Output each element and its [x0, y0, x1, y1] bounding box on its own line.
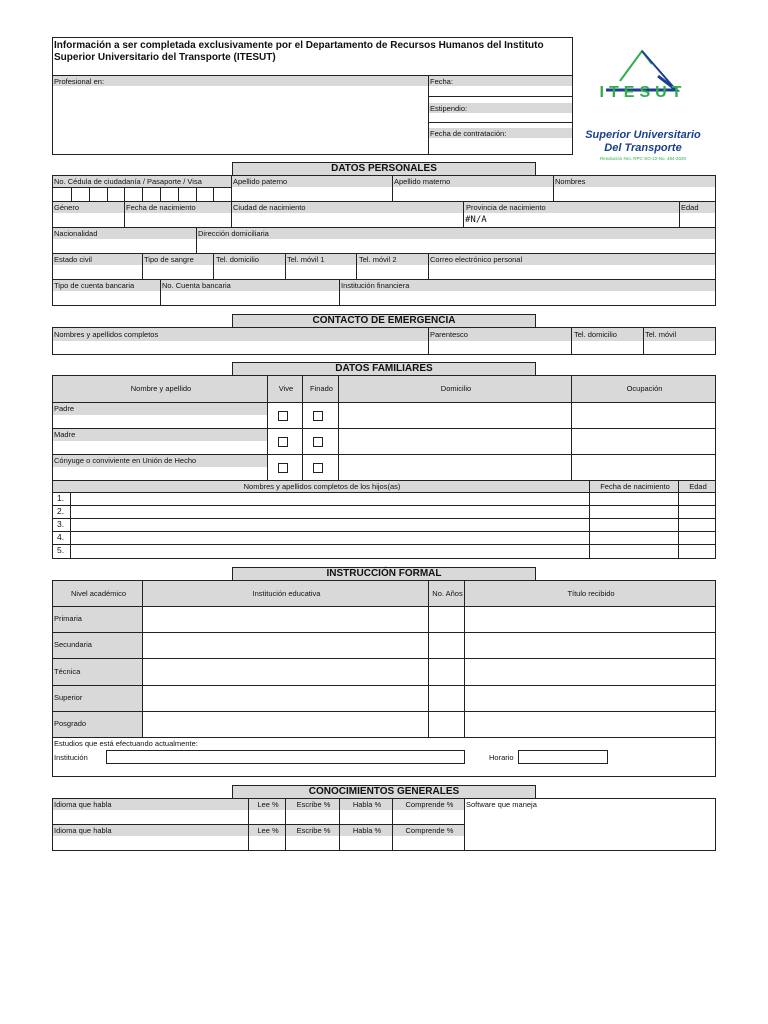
- nivel-superior: Superior: [54, 693, 83, 702]
- conocimientos-header: CONOCIMIENTOS GENERALES: [232, 785, 536, 799]
- nacionalidad-label: Nacionalidad: [54, 229, 98, 238]
- hijo-row-3[interactable]: 3.: [57, 519, 65, 529]
- conyuge-finado-checkbox[interactable]: [313, 463, 323, 473]
- col-domicilio: Domicilio: [440, 384, 472, 393]
- datos-personales-header: DATOS PERSONALES: [232, 162, 536, 176]
- nivel-posgrado: Posgrado: [54, 719, 87, 728]
- lee-label-2: Lee %: [257, 826, 279, 835]
- horario-label: Horario: [489, 753, 514, 762]
- institucion-actual-label: Institución: [54, 753, 88, 762]
- logo-acronym: ITESUT: [599, 84, 687, 101]
- datos-familiares-header: DATOS FAMILIARES: [232, 362, 536, 376]
- hijo-row-4[interactable]: 4.: [57, 532, 65, 542]
- conyuge-label: Cónyuge o conviviente en Unión de Hecho: [54, 456, 197, 465]
- fecha-nacimiento-label: Fecha de nacimiento: [126, 203, 196, 212]
- col-no-anios: No. Años: [432, 589, 463, 598]
- estado-civil-label: Estado civil: [54, 255, 92, 264]
- hijo-row-5[interactable]: 5.: [57, 545, 65, 555]
- institucion-actual-input[interactable]: [106, 750, 465, 764]
- hijos-edad-header: Edad: [689, 482, 707, 491]
- software-label: Software que maneja: [466, 800, 537, 809]
- tel-movil2-label: Tel. móvil 2: [359, 255, 397, 264]
- comprende-label-2: Comprende %: [405, 826, 454, 835]
- lee-label-1: Lee %: [257, 800, 279, 809]
- comprende-label-1: Comprende %: [405, 800, 454, 809]
- profesional-label-bar: [53, 76, 428, 86]
- institucion-financiera-label: Institución financiera: [341, 281, 410, 290]
- nivel-primaria: Primaria: [54, 614, 82, 623]
- nombres-label: Nombres: [555, 177, 586, 186]
- col-titulo-recibido: Título recibido: [567, 589, 615, 598]
- madre-finado-checkbox[interactable]: [313, 437, 323, 447]
- hijos-header: Nombres y apellidos completos de los hijos(as): [243, 482, 401, 491]
- escribe-label-2: Escribe %: [296, 826, 331, 835]
- contacto-emergencia-header: CONTACTO DE EMERGENCIA: [232, 314, 536, 328]
- apellido-paterno-label: Apellido paterno: [233, 177, 288, 186]
- col-ocupacion: Ocupación: [626, 384, 663, 393]
- padre-finado-checkbox[interactable]: [313, 411, 323, 421]
- cedula-label: No. Cédula de ciudadanía / Pasaporte / Visa: [54, 177, 202, 186]
- correo-label: Correo electrónico personal: [430, 255, 523, 264]
- idioma-label-2: Idioma que habla: [54, 826, 112, 835]
- hijo-row-2[interactable]: 2.: [57, 506, 65, 516]
- padre-label: Padre: [54, 404, 75, 413]
- header-divider: [428, 76, 429, 155]
- provincia-value[interactable]: #N/A: [465, 215, 487, 225]
- estipendio-label: Estipendio:: [430, 104, 468, 113]
- estudios-actuales-label: Estudios que está efectuando actualmente:: [54, 739, 198, 748]
- ciudad-nacimiento-label: Ciudad de nacimiento: [233, 203, 306, 212]
- edad-label: Edad: [681, 203, 699, 212]
- escribe-label-1: Escribe %: [296, 800, 331, 809]
- hijos-fecha-header: Fecha de nacimiento: [600, 482, 670, 491]
- logo-line1: Superior Universitario: [585, 129, 701, 141]
- tipo-cuenta-label: Tipo de cuenta bancaria: [54, 281, 135, 290]
- conyuge-vive-checkbox[interactable]: [278, 463, 288, 473]
- fecha-contratacion-label: Fecha de contratación:: [430, 129, 507, 138]
- col-vive: Vive: [278, 384, 294, 393]
- madre-label: Madre: [54, 430, 76, 439]
- logo-line2: Del Transporte: [604, 142, 682, 154]
- habla-label-2: Habla %: [352, 826, 382, 835]
- horario-input[interactable]: [518, 750, 608, 764]
- provincia-nacimiento-label: Provincia de nacimiento: [466, 203, 546, 212]
- hijo-row-1[interactable]: 1.: [57, 493, 65, 503]
- tel-domicilio-label: Tel. domicilio: [216, 255, 259, 264]
- nivel-tecnica: Técnica: [54, 667, 81, 676]
- tipo-sangre-label: Tipo de sangre: [144, 255, 194, 264]
- col-institucion-educativa: Institución educativa: [252, 589, 321, 598]
- contacto-nombres-label: Nombres y apellidos completos: [54, 330, 159, 339]
- logo-resolution: Resolución Nro. RPC-SO-22-No. 484-2020: [599, 156, 687, 161]
- habla-label-1: Habla %: [352, 800, 382, 809]
- tel-movil1-label: Tel. móvil 1: [287, 255, 325, 264]
- profesional-label: Profesional en:: [54, 77, 105, 86]
- idioma-label-1: Idioma que habla: [54, 800, 112, 809]
- apellido-materno-label: Apellido materno: [394, 177, 451, 186]
- padre-vive-checkbox[interactable]: [278, 411, 288, 421]
- parentesco-label: Parentesco: [430, 330, 468, 339]
- col-nivel-academico: Nivel académico: [70, 589, 127, 598]
- col-finado: Finado: [310, 384, 333, 393]
- madre-vive-checkbox[interactable]: [278, 437, 288, 447]
- contacto-tel-movil-label: Tel. móvil: [645, 330, 677, 339]
- contacto-tel-domicilio-label: Tel. domicilio: [574, 330, 617, 339]
- nivel-secundaria: Secundaria: [54, 640, 92, 649]
- instruccion-formal-header: INSTRUCCIÓN FORMAL: [232, 567, 536, 581]
- no-cuenta-label: No. Cuenta bancaria: [162, 281, 231, 290]
- fecha-label: Fecha:: [430, 77, 453, 86]
- hr-info-title: Información a ser completada exclusivamente por el Departamento de Recursos Humanos del Instituto Superior Universitario del Transporte (ITESUT): [54, 40, 544, 63]
- genero-label: Género: [54, 203, 80, 212]
- direccion-label: Dirección domiciliaria: [198, 229, 269, 238]
- col-nombre-apellido: Nombre y apellido: [130, 384, 192, 393]
